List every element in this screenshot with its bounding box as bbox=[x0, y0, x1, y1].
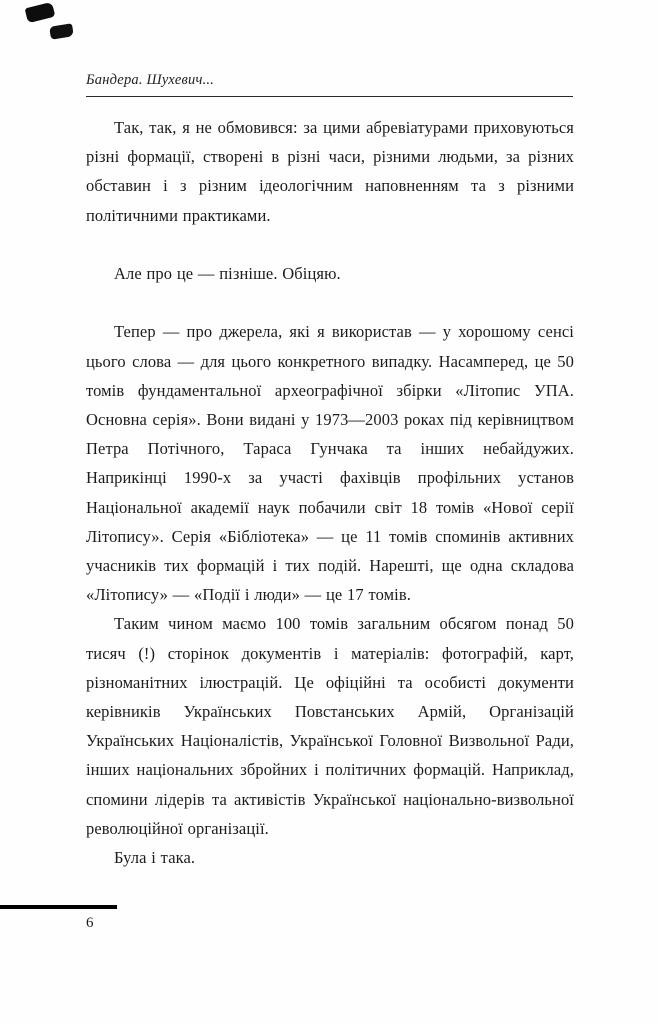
page-body bbox=[86, 113, 574, 872]
paragraph: Так, так, я не обмовився: за цими абревіатурами приховуються різні формації, створені в різні часи, різними людьми, за різних обставин і з різним ідеологічним наповненням та з різними політичними практиками. bbox=[86, 118, 574, 225]
paragraph: Але про це — пізніше. Обіцяю. bbox=[114, 264, 341, 283]
paragraph: Тепер — про джерела, які я використав — у хорошому сенсі цього слова — для цього конкретного випадку. Насамперед, це 50 томів фундаментальної археографічної збірки «Літопис УПА. Основна серія». Вони видані у 1973—2003 роках під керівництвом Петра Потічного, Тараса Гунчака та інших небайдужих. Наприкінці 1990-х за участі фахівців профільних установ Національної академії наук побачили світ 18 томів «Нової серії Літопису». Серія «Бібліотека» — це 11 томів споминів активних учасників тих формацій і тих подій. Нарешті, ще одна складова «Літопису» — «Події і люди» — це 17 томів. bbox=[86, 322, 574, 605]
page-number: 6 bbox=[86, 915, 94, 931]
paragraph: Таким чином маємо 100 томів загальним обсягом понад 50 тисяч (!) сторінок документів і матеріалів: фотографій, карт, різноманітних ілюстрацій. Це офіційні та особисті документи керівників Українських Повстанських Армій, Організацій Українських Націоналістів, Української Головної Визвольної Ради, інших національних збройних і політичних формацій. Наприклад, спомини лідерів та активістів Української національно-визвольної революційної організації. bbox=[86, 614, 574, 838]
header-divider bbox=[86, 96, 573, 97]
scan-ink-mark bbox=[49, 23, 74, 39]
footer-bar bbox=[0, 905, 117, 909]
scan-ink-mark bbox=[25, 2, 56, 23]
running-header: Бандера. Шухевич... bbox=[86, 72, 215, 88]
paragraph: Була і така. bbox=[114, 848, 196, 868]
